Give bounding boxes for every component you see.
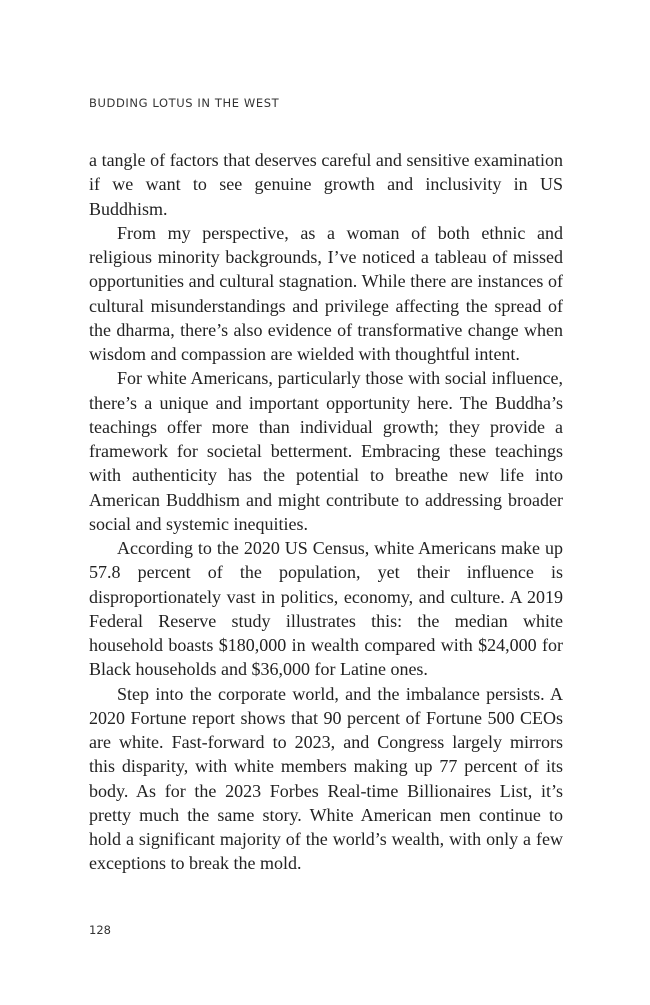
paragraph-4: According to the 2020 US Census, white Americans make up 57.8 percent of the population, yet their influence is disproportionately vast in politics, economy, and culture. A 2019 Federal Reserve study illustrates this: the median white household boasts $180,000 in wealth compared with $24,000 for Black households and $36,000 for Latine ones. [89, 538, 563, 680]
paragraph-5: Step into the corporate world, and the imbalance persists. A 2020 Fortune report shows that 90 percent of Fortune 500 CEOs are white. Fast-forward to 2023, and Congress largely mirrors this disparity, with white members making up 77 percent of its body. As for the 2023 Forbes Real-time Billionaires List, it’s pretty much the same story. White American men continue to hold a significant majority of the world’s wealth, with only a few exceptions to break the mold. [89, 683, 563, 874]
body-text [89, 148, 563, 876]
paragraph-2: From my perspective, as a woman of both ethnic and religious minority backgrounds, I’ve noticed a tableau of missed opportunities and cultural stagnation. While there are instances of cultural misunderstandings and privilege affecting the spread of the dharma, there’s also evidence of transformative change when wisdom and compassion are wielded with thoughtful intent. [89, 222, 563, 364]
paragraph-3: For white Americans, particularly those with social influence, there’s a unique and important opportunity here. The Buddha’s teachings offer more than individual growth; they provide a framework for societal betterment. Embracing these teachings with authenticity has the potential to breathe new life into American Buddhism and might contribute to addressing broader social and systemic inequities. [89, 368, 563, 534]
paragraph-1: a tangle of factors that deserves careful and sensitive examination if we want to see genuine growth and inclusivity in US Buddhism. [89, 150, 563, 219]
page-number: 128 [89, 923, 111, 937]
running-head: BUDDING LOTUS IN THE WEST [89, 96, 280, 110]
